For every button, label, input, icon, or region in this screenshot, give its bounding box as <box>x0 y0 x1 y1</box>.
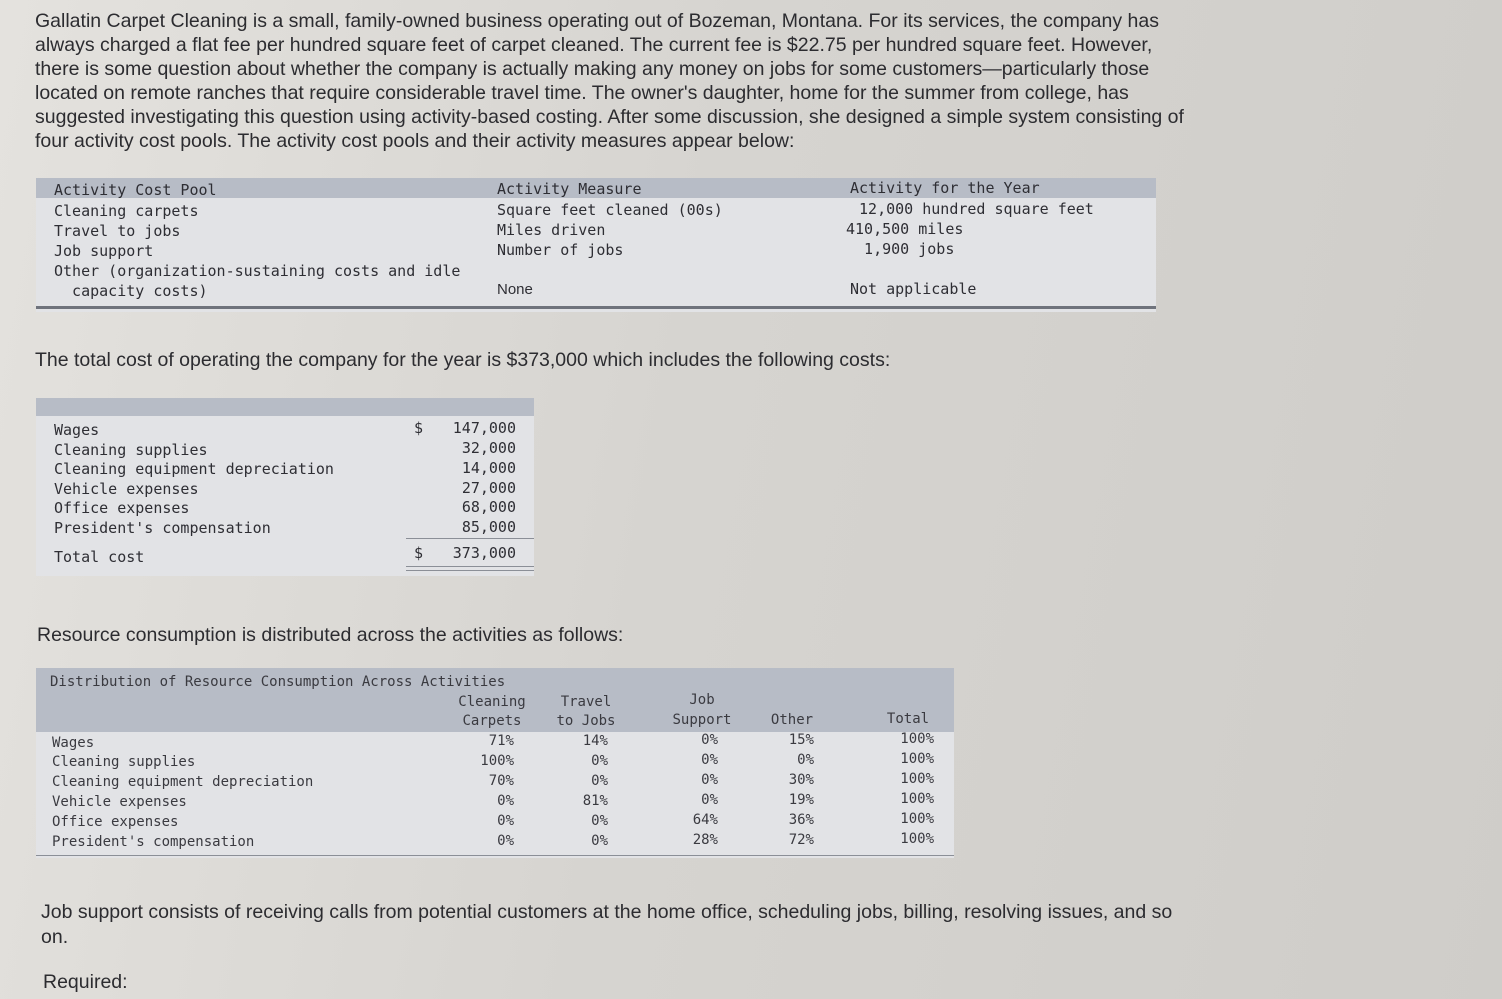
pct-total: 100% <box>900 811 934 827</box>
pct-job-support: 0% <box>701 772 718 788</box>
pct-other: 72% <box>788 832 814 848</box>
header-activity-measure: Activity Measure <box>497 180 642 198</box>
cost-row-label: President's compensation <box>54 519 271 537</box>
cost-row-value: 14,000 <box>461 459 516 477</box>
dollar-sign: $ <box>414 419 424 437</box>
header-carpets: Carpets <box>462 713 522 729</box>
pct-cleaning: 71% <box>488 733 514 749</box>
table-header-band <box>36 398 534 416</box>
header-to-jobs: to Jobs <box>556 713 616 729</box>
pct-total: 100% <box>900 751 934 767</box>
pct-other: 36% <box>788 812 814 828</box>
intro-line: there is some question about whether the company is actually making any money on jobs for some customers—particularly those <box>35 58 1150 80</box>
pct-job-support: 0% <box>701 792 718 808</box>
subtotal-rule <box>406 538 534 539</box>
cost-row-value: 68,000 <box>461 498 516 516</box>
intro-line: suggested investigating this question using activity-based costing. After some discussion, she designed a simple system consisting of <box>35 106 1184 128</box>
distribution-row-label: Vehicle expenses <box>52 794 187 810</box>
table-row-activity: 12,000 hundred square feet <box>850 200 1094 218</box>
pct-cleaning: 70% <box>488 773 514 789</box>
cost-row-label: Cleaning equipment depreciation <box>54 460 334 478</box>
cost-row-label: Cleaning supplies <box>54 441 208 459</box>
cost-row-value: 85,000 <box>461 518 516 536</box>
pct-job-support: 0% <box>701 752 718 768</box>
cost-row-value: 27,000 <box>461 479 516 497</box>
total-cost-label: Total cost <box>54 548 145 566</box>
table-row-pool-continued: capacity costs) <box>54 282 208 300</box>
pct-total: 100% <box>900 791 934 807</box>
cost-row-value: 147,000 <box>452 419 516 437</box>
table-row-activity: Not applicable <box>850 280 977 298</box>
distribution-row-label: Cleaning supplies <box>52 754 196 770</box>
header-cleaning: Cleaning <box>458 694 526 710</box>
intro-line: Gallatin Carpet Cleaning is a small, family-owned business operating out of Bozeman, Montana. For its services, the company has <box>35 10 1159 32</box>
header-job: Job <box>689 692 715 708</box>
header-other: Other <box>770 712 814 728</box>
distribution-row-label: Wages <box>52 735 95 751</box>
pct-job-support: 64% <box>692 812 718 828</box>
header-activity-cost-pool: Activity Cost Pool <box>54 181 217 199</box>
required-label: Required: <box>43 971 128 993</box>
table-row-measure: None <box>497 281 533 298</box>
resource-sentence: Resource consumption is distributed across the activities as follows: <box>37 624 624 646</box>
pct-travel: 0% <box>591 773 608 789</box>
pct-travel: 81% <box>582 793 608 809</box>
cost-row-label: Vehicle expenses <box>54 480 199 498</box>
pct-other: 19% <box>788 792 814 808</box>
pct-travel: 0% <box>591 813 608 829</box>
table-row-pool: Job support <box>54 242 154 260</box>
distribution-title: Distribution of Resource Consumption Across Activities <box>50 674 506 690</box>
cost-row-label: Office expenses <box>54 499 190 517</box>
table-row-activity: 1,900 jobs <box>846 240 955 258</box>
dollar-sign: $ <box>414 544 424 562</box>
pct-cleaning: 0% <box>497 793 514 809</box>
intro-line: always charged a flat fee per hundred square feet of carpet cleaned. The current fee is $22.75 per hundred square feet. However, <box>35 34 1153 56</box>
pct-cleaning: 0% <box>497 813 514 829</box>
pct-other: 30% <box>788 772 814 788</box>
double-rule-top <box>406 566 534 567</box>
pct-total: 100% <box>900 731 934 747</box>
job-support-sentence: Job support consists of receiving calls from potential customers at the home office, scheduling jobs, billing, resolving issues, and so <box>41 901 1173 923</box>
cost-row-value: 32,000 <box>461 439 516 457</box>
total-cost-sentence: The total cost of operating the company for the year is $373,000 which includes the following costs: <box>35 349 891 371</box>
distribution-row-label: Office expenses <box>52 814 179 830</box>
table-row-measure: Square feet cleaned (00s) <box>497 201 723 219</box>
table-row-pool: Other (organization-sustaining costs and idle <box>54 262 461 280</box>
header-activity-for-year: Activity for the Year <box>850 179 1040 197</box>
intro-line: four activity cost pools. The activity cost pools and their activity measures appear below: <box>35 130 795 152</box>
pct-travel: 0% <box>591 753 608 769</box>
distribution-row-label: Cleaning equipment depreciation <box>52 774 314 790</box>
pct-total: 100% <box>900 771 934 787</box>
table-row-pool: Travel to jobs <box>54 222 181 240</box>
table-row-measure: Number of jobs <box>497 241 624 259</box>
table-row-measure: Miles driven <box>497 221 606 239</box>
header-support: Support <box>672 712 732 728</box>
table-row-activity: 410,500 miles <box>846 220 964 238</box>
pct-job-support: 0% <box>701 732 718 748</box>
total-cost-value: 373,000 <box>452 544 516 562</box>
pct-job-support: 28% <box>692 832 718 848</box>
table-row-pool: Cleaning carpets <box>54 202 199 220</box>
job-support-sentence-continued: on. <box>41 926 69 948</box>
pct-other: 15% <box>788 732 814 748</box>
pct-travel: 14% <box>582 733 608 749</box>
distribution-row-label: President's compensation <box>52 834 255 850</box>
table-bottom-rule <box>36 306 1156 309</box>
pct-cleaning: 0% <box>497 833 514 849</box>
intro-line: located on remote ranches that require considerable travel time. The owner's daughter, home for the summer from college, has <box>35 82 1129 104</box>
pct-total: 100% <box>900 831 934 847</box>
pct-travel: 0% <box>591 833 608 849</box>
pct-other: 0% <box>797 752 814 768</box>
header-travel: Travel <box>560 694 612 710</box>
pct-cleaning: 100% <box>480 753 514 769</box>
double-rule-bottom <box>406 570 534 571</box>
header-total: Total <box>886 711 930 727</box>
table-bottom-rule <box>36 855 954 856</box>
cost-row-label: Wages <box>54 421 100 439</box>
